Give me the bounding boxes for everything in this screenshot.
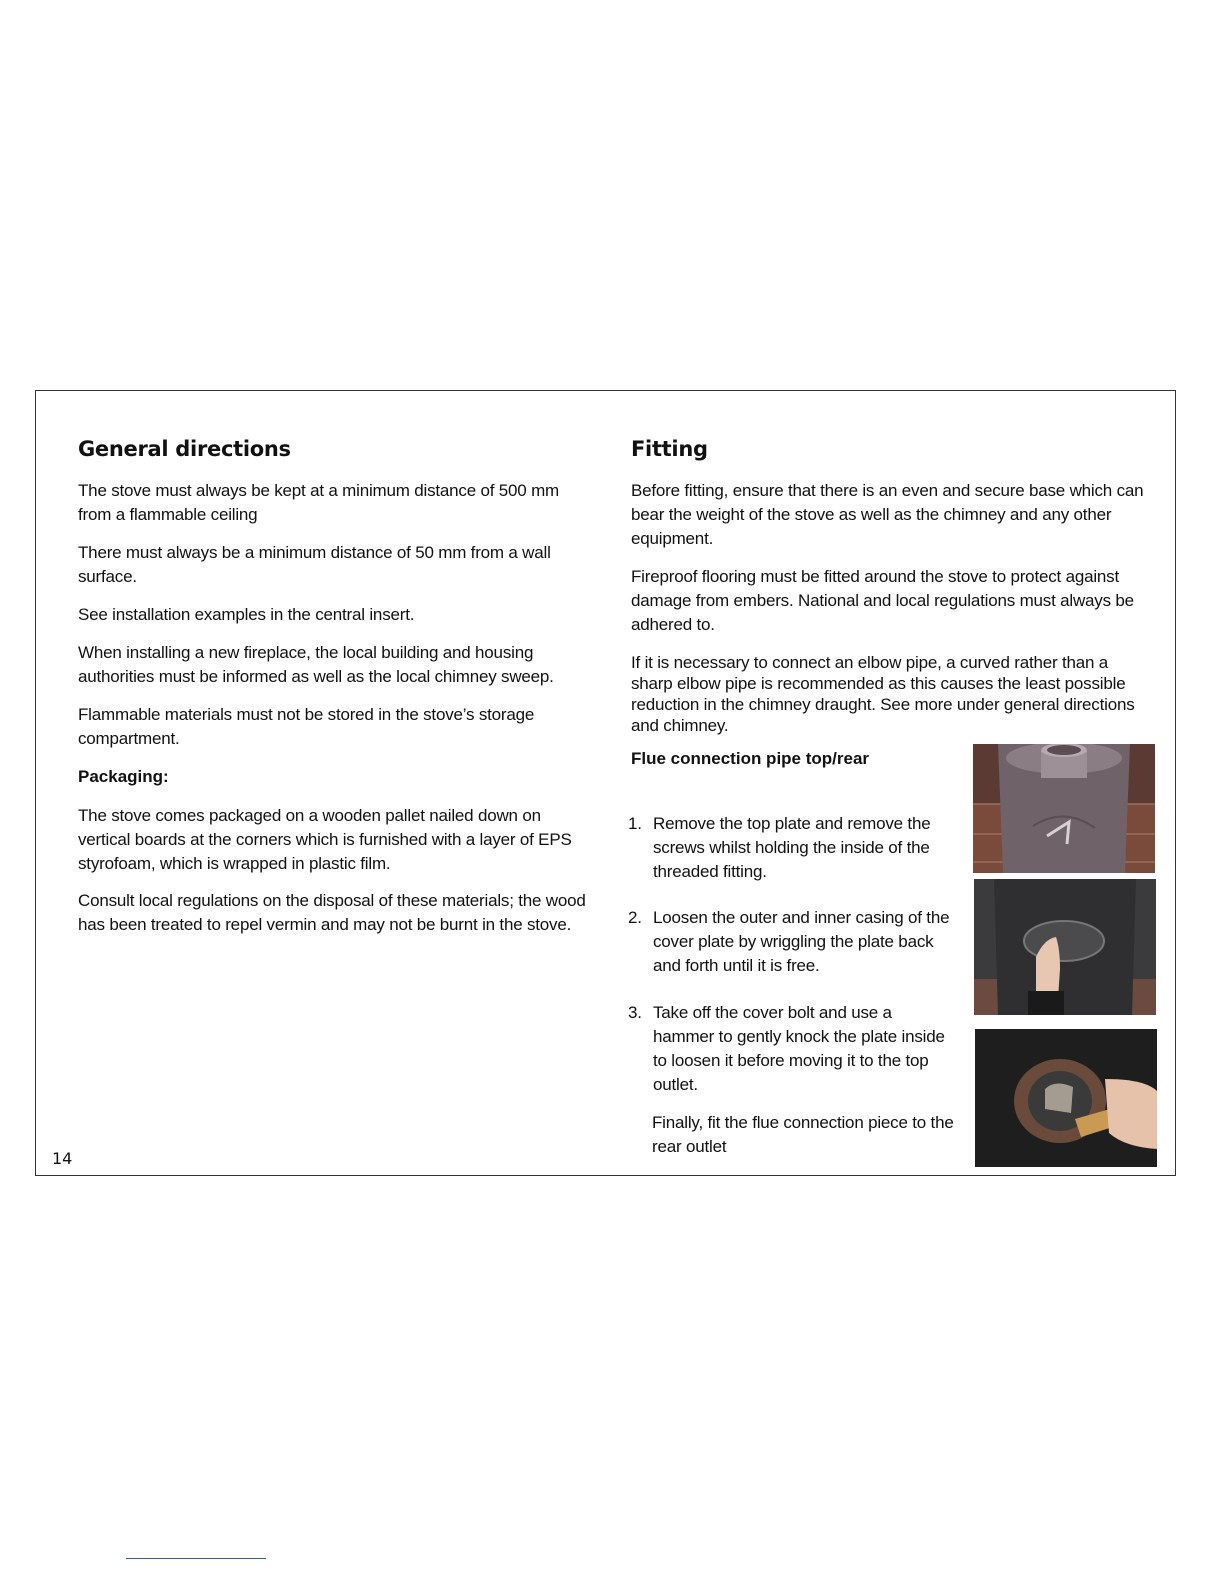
paragraph: There must always be a minimum distance of 50 mm from a wall surface. <box>78 543 551 586</box>
flue-connection-heading: Flue connection pipe top/rear <box>631 749 870 768</box>
step-number: 3. <box>628 1003 642 1022</box>
step-item <box>628 906 958 978</box>
final-note: Finally, fit the flue connection piece to the rear outlet <box>652 1113 954 1156</box>
page-number-left: 14 <box>52 1149 73 1168</box>
packaging-heading: Packaging: <box>78 767 169 786</box>
step-number: 2. <box>628 908 642 927</box>
step-item <box>628 812 958 884</box>
step-text: Take off the cover bolt and use a hammer to gently knock the plate inside to loosen it before moving it to the top outlet. <box>653 1003 945 1094</box>
paragraph: If it is necessary to connect an elbow pipe, a curved rather than a sharp elbow pipe is recommended as this causes the least possible reduction in the chimney draught. See more under general directions and chimney. <box>631 653 1135 735</box>
paragraph: Consult local regulations on the disposal of these materials; the wood has been treated to repel vermin and may not be burnt in the stove. <box>78 891 586 934</box>
photo-stove-top-plate <box>973 744 1155 873</box>
paragraph: The stove comes packaged on a wooden pallet nailed down on vertical boards at the corners which is furnished with a layer of EPS styrofoam, which is wrapped in plastic film. <box>78 806 572 873</box>
paragraph: See installation examples in the central insert. <box>78 605 415 624</box>
general-directions-title: General directions <box>78 437 291 461</box>
photo-cover-plate <box>974 879 1156 1015</box>
paragraph: When installing a new fireplace, the local building and housing authorities must be informed as well as the local chimney sweep. <box>78 643 554 686</box>
paragraph: The stove must always be kept at a minimum distance of 500 mm from a flammable ceiling <box>78 481 560 524</box>
paragraph: Fireproof flooring must be fitted around the stove to protect against damage from embers. National and local regulations must always be adhered to. <box>631 567 1134 634</box>
paragraph: Before fitting, ensure that there is an even and secure base which can bear the weight of the stove as well as the chimney and any other equipment. <box>631 481 1144 548</box>
step-text: Loosen the outer and inner casing of the cover plate by wriggling the plate back and forth until it is free. <box>653 908 950 975</box>
photo-hammer-plate <box>975 1029 1157 1167</box>
step-text: Remove the top plate and remove the screws whilst holding the inside of the threaded fitting. <box>653 814 931 881</box>
paragraph: Flammable materials must not be stored in the stove’s storage compartment. <box>78 705 535 748</box>
fitting-title: Fitting <box>631 437 708 461</box>
footnote-rule <box>126 1558 266 1559</box>
step-number: 1. <box>628 814 642 833</box>
step-item <box>628 1001 953 1097</box>
manual-spread <box>35 390 1176 1176</box>
